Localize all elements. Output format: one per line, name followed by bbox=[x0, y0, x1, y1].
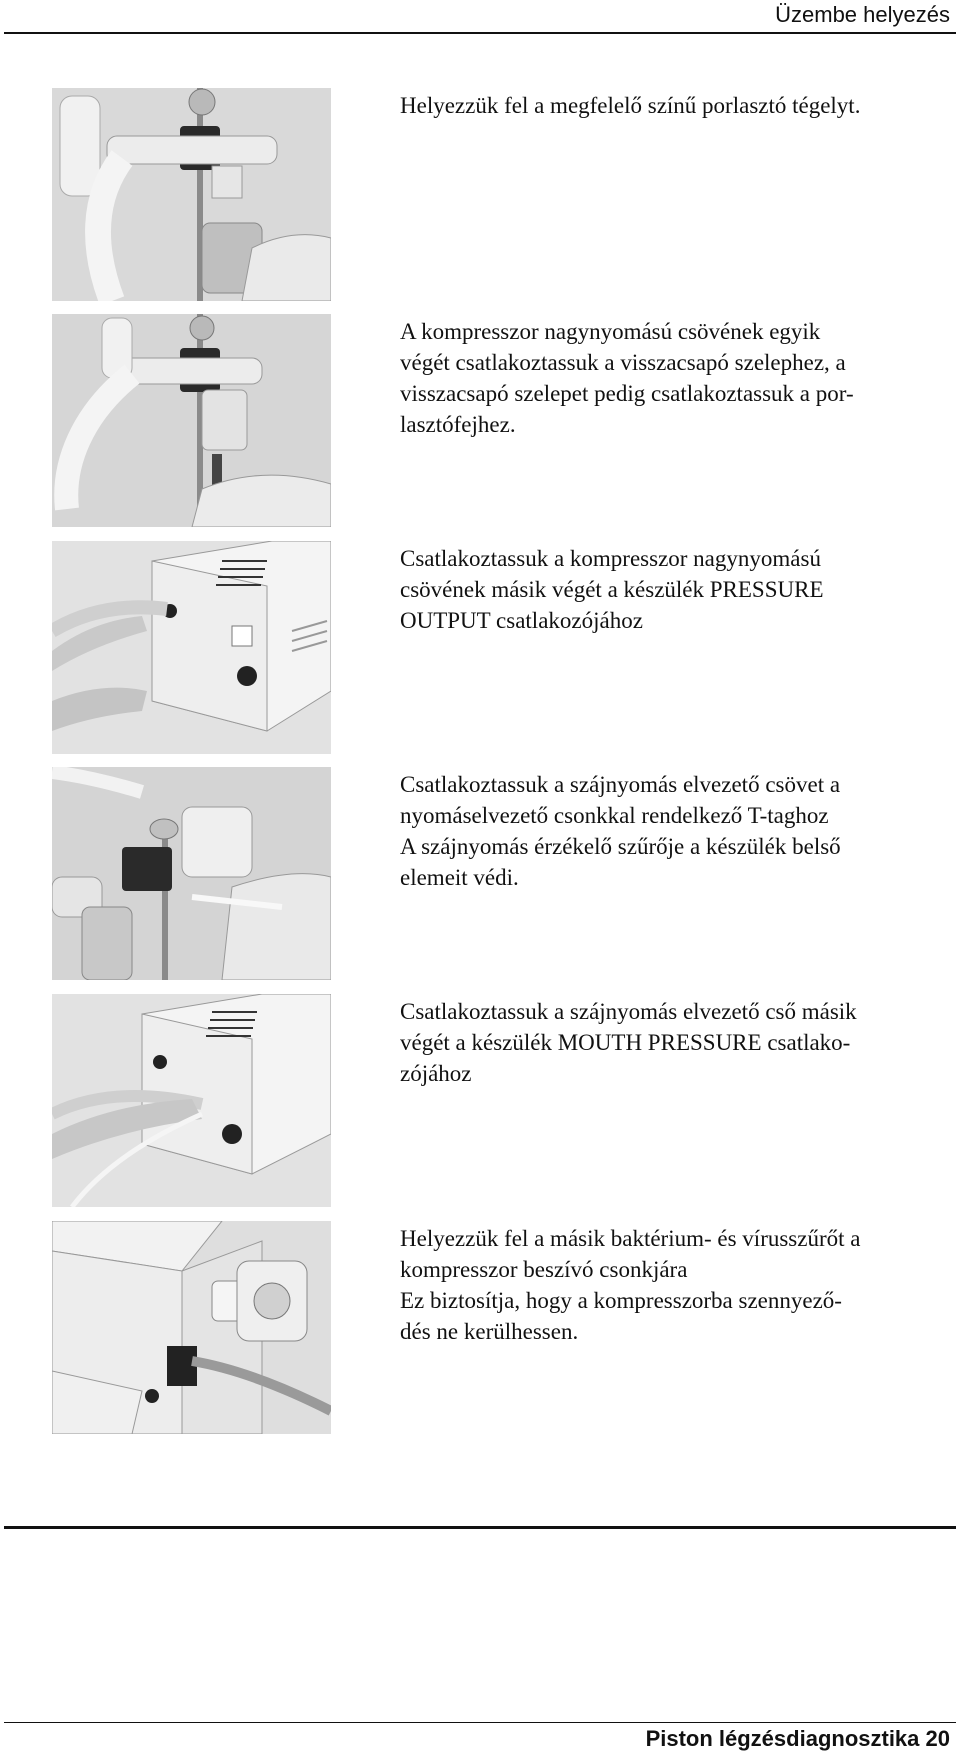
content-end-divider bbox=[4, 1526, 956, 1529]
step-4-photo bbox=[52, 767, 331, 980]
page-header-title: Üzembe helyezés bbox=[775, 2, 950, 27]
step-5-text: Csatlakoztassuk a szájnyomás elvezető cső másik végét a készülék MOUTH PRESSURE csatlako- zójához bbox=[400, 999, 857, 1086]
step-6-photo bbox=[52, 1221, 331, 1434]
footer-divider bbox=[4, 1722, 956, 1723]
step-5-photo bbox=[52, 994, 331, 1207]
step-1-photo bbox=[52, 88, 331, 301]
step-4-text: Csatlakoztassuk a szájnyomás elvezető csövet a nyomáselvezető csonkkal rendelkező T-taghoz A szájnyomás érzékelő szűrője a készülék belső elemeit védi. bbox=[400, 772, 841, 890]
step-2-text: A kompresszor nagynyomású csövének egyik végét csatlakoztassuk a visszacsapó szelephez, a visszacsapó szelepet pedig csatlakoztassuk a por- lasztófejhez. bbox=[400, 319, 854, 437]
step-1-text: Helyezzük fel a megfelelő színű porlasztó tégelyt. bbox=[400, 93, 861, 118]
step-3-text: Csatlakoztassuk a kompresszor nagynyomású csövének másik végét a készülék PRESSURE OUTPUT csatlakozójához bbox=[400, 546, 824, 633]
page-footer-title: Piston légzésdiagnosztika 20 bbox=[645, 1726, 950, 1751]
step-2-photo bbox=[52, 314, 331, 527]
header-divider bbox=[4, 32, 956, 34]
step-3-photo bbox=[52, 541, 331, 754]
step-6-text: Helyezzük fel a másik baktérium- és vírusszűrőt a kompresszor beszívó csonkjára Ez biztosítja, hogy a kompresszorba szennyező- dés ne kerülhessen. bbox=[400, 1226, 861, 1344]
